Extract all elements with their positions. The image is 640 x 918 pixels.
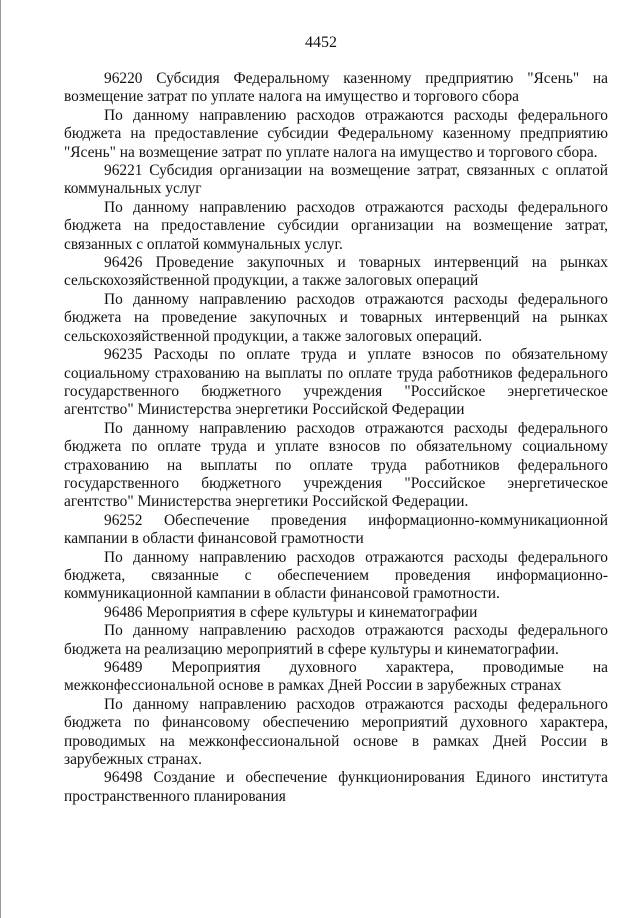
code-heading-96498: 96498 Создание и обеспечение функционирования Единого института пространственного планирования xyxy=(64,769,608,805)
code-heading-96486: 96486 Мероприятия в сфере культуры и кинематографии xyxy=(104,603,478,621)
code-heading-96221: 96221 Субсидия организации на возмещение затрат, связанных с оплатой коммунальных услуг xyxy=(64,162,608,198)
code-heading-96426: 96426 Проведение закупочных и товарных интервенций на рынках сельскохозяйственной продукции, а также залоговых операций xyxy=(64,254,608,290)
description-96235: По данному направлению расходов отражаются расходы федерального бюджета по оплате труда и уплате взносов по обязательному социальному страхованию на выплаты по оплате труда работников федерального государственного бюджетного учреждения "Российское энергетическое агентство" Министерства энергетики Российской Федерации. xyxy=(64,419,608,511)
description-96252: По данному направлению расходов отражаются расходы федерального бюджета, связанные с обеспечением проведения информационно-коммуникационной кампании в области финансовой грамотности. xyxy=(64,548,608,603)
page-number: 4452 xyxy=(305,34,337,51)
description-96489: По данному направлению расходов отражаются расходы федерального бюджета по финансовому обеспечению мероприятий духовного характера, проводимых на межконфессиональной основе в рамках Дней России в зарубежных странах. xyxy=(64,695,608,769)
description-96221: По данному направлению расходов отражаются расходы федерального бюджета на предоставление субсидии организации на возмещение затрат, связанных с оплатой коммунальных услуг. xyxy=(64,198,608,253)
code-heading-96489: 96489 Мероприятия духовного характера, проводимые на межконфессиональной основе в рамках Дней России в зарубежных странах xyxy=(64,659,608,695)
code-heading-96235: 96235 Расходы по оплате труда и уплате взносов по обязательному социальному страхованию на выплаты по оплате труда работников федерального государственного бюджетного учреждения "Российское энергетическое агентство" Министерства энергетики Российской Федерации xyxy=(64,346,608,419)
description-96220: По данному направлению расходов отражаются расходы федерального бюджета на предоставление субсидии Федеральному казенному предприятию "Ясень" на возмещение затрат по уплате налога на имущество и торгового сбора. xyxy=(64,106,608,161)
code-heading-96220: 96220 Субсидия Федеральному казенному предприятию "Ясень" на возмещение затрат по уплате налога на имущество и торгового сбора xyxy=(64,70,608,106)
description-96426: По данному направлению расходов отражаются расходы федерального бюджета на проведение закупочных и товарных интервенций на рынках сельскохозяйственной продукции, а также залоговых операций. xyxy=(64,290,608,345)
code-heading-96252: 96252 Обеспечение проведения информационно-коммуникационной кампании в области финансовой грамотности xyxy=(64,511,608,548)
page-body xyxy=(64,70,608,806)
description-96486: По данному направлению расходов отражаются расходы федерального бюджета на реализацию мероприятий в сфере культуры и кинематографии. xyxy=(64,622,608,658)
